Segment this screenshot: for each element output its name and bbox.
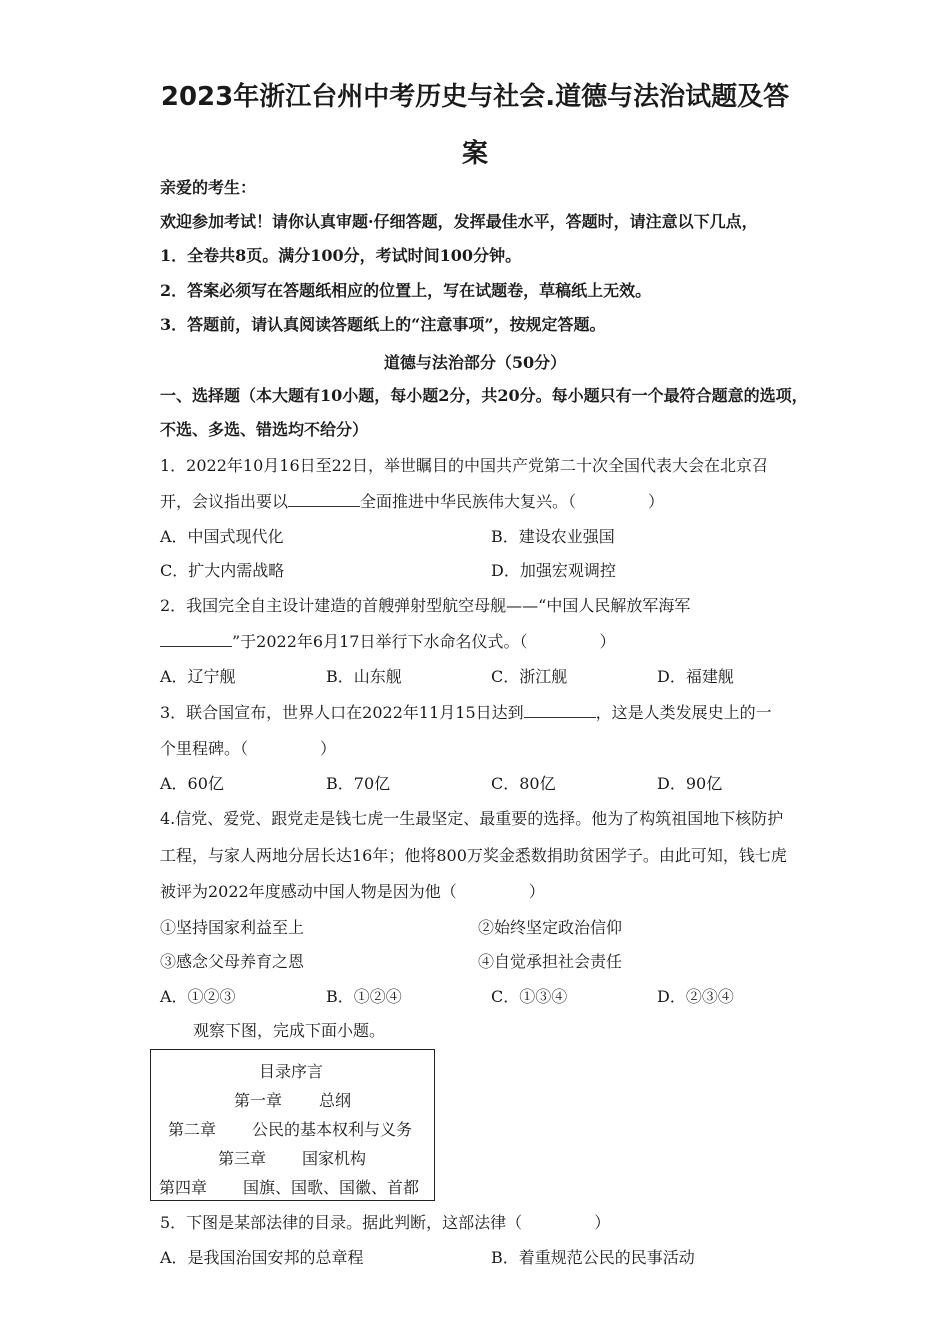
- toc-chapter-2: 第二章: [168, 1120, 217, 1139]
- title-line-2: 案: [461, 139, 488, 169]
- toc-chapter-2-name: 公民的基本权利与义务: [252, 1120, 413, 1139]
- q4-statement-2: ②始终坚定政治信仰: [478, 918, 623, 937]
- q2-option-c: C．浙江舰: [491, 667, 568, 686]
- q4-option-c: C．①③④: [491, 987, 568, 1006]
- note-3: 3．答题前，请认真阅读答题纸上的“注意事项”，按规定答题。: [160, 315, 606, 334]
- q4-option-b: B．①②④: [326, 987, 402, 1006]
- law-table-of-contents: [150, 1049, 435, 1201]
- q3-line-1b: ，这是人类发展史上的一: [595, 703, 772, 722]
- observe-instruction: 观察下图，完成下面小题。: [193, 1021, 386, 1040]
- toc-chapter-3: 第三章: [218, 1149, 267, 1168]
- toc-chapter-3-name: 国家机构: [302, 1149, 367, 1168]
- q1-line-2: [160, 492, 664, 512]
- q3-line-2-text: 个里程碑。（: [160, 739, 249, 758]
- q2-close-paren: ）: [599, 632, 616, 651]
- q2-line-1: 2．我国完全自主设计建造的首艘弹射型航空母舰——“中国人民解放军海军: [160, 596, 691, 615]
- toc-chapter-4-name: 国旗、国歌、国徽、首都: [243, 1178, 420, 1197]
- toc-title: 目录序言: [259, 1062, 324, 1081]
- q3-line-1a: 3．联合国宣布，世界人口在2022年11月15日达到: [160, 703, 524, 722]
- note-1: 1．全卷共8页。满分100分，考试时间100分钟。: [160, 246, 522, 265]
- q4-statement-3: ③感念父母养育之恩: [160, 952, 305, 971]
- q3-option-d: D．90亿: [657, 774, 723, 793]
- q5-line-1: [160, 1213, 610, 1233]
- part1-instructions-1: 一、选择题（本大题有10小题，每小题2分，共20分。每小题只有一个最符合题意的选项，: [160, 386, 808, 405]
- toc-chapter-4: 第四章: [159, 1178, 208, 1197]
- answer-blank: [288, 492, 360, 507]
- q4-statement-4: ④自觉承担社会责任: [478, 952, 623, 971]
- q1-line-2b: 全面推进中华民族伟大复兴。（: [360, 492, 577, 511]
- q5-option-a: A．是我国治国安邦的总章程: [160, 1248, 364, 1267]
- q4-close-paren: ）: [528, 882, 545, 901]
- q3-option-a: A．60亿: [160, 774, 224, 793]
- q3-option-c: C．80亿: [491, 774, 556, 793]
- q1-option-b: B．建设农业强国: [491, 527, 615, 546]
- q1-line-2a: 开，会议指出要以: [160, 492, 289, 511]
- q2-option-b: B．山东舰: [326, 667, 402, 686]
- q1-option-d: D．加强宏观调控: [491, 561, 616, 580]
- greeting: 亲爱的考生：: [160, 178, 257, 197]
- q1-line-1: 1．2022年10月16日至22日，举世瞩目的中国共产党第二十次全国代表大会在北京召: [160, 456, 768, 475]
- q3-line-1: [160, 703, 772, 723]
- q1-close-paren: ）: [648, 492, 665, 511]
- q3-close-paren: ）: [320, 739, 337, 758]
- q5-close-paren: ）: [594, 1213, 611, 1232]
- q2-line-2: [160, 632, 615, 652]
- q2-option-d: D．福建舰: [657, 667, 734, 686]
- welcome-text: 欢迎参加考试！请你认真审题·仔细答题，发挥最佳水平，答题时，请注意以下几点，: [160, 212, 758, 231]
- q3-option-b: B．70亿: [326, 774, 391, 793]
- section-title: 道德与法治部分（50分）: [383, 353, 567, 372]
- q2-line-2-text: ”于2022年6月17日举行下水命名仪式。（: [232, 632, 528, 651]
- title-line-1: 2023年浙江台州中考历史与社会.道德与法治试题及答: [160, 82, 790, 112]
- toc-chapter-1: 第一章: [234, 1091, 283, 1110]
- q5-line-1-text: 5．下图是某部法律的目录。据此判断，这部法律（: [160, 1213, 523, 1232]
- part1-instructions-2: 不选、多选、错选均不给分）: [160, 420, 369, 439]
- answer-blank: [524, 703, 596, 718]
- q4-line-1: 4.信党、爱党、跟党走是钱七虎一生最坚定、最重要的选择。他为了构筑祖国地下核防护: [160, 809, 784, 828]
- note-2: 2．答案必须写在答题纸相应的位置上，写在试题卷，草稿纸上无效。: [160, 281, 652, 300]
- q4-line-2: 工程，与家人两地分居长达16年；他将800万奖金悉数捐助贫困学子。由此可知，钱七虎: [160, 846, 787, 865]
- q4-line-3: [160, 882, 545, 902]
- q3-line-2: [160, 739, 336, 759]
- q2-option-a: A．辽宁舰: [160, 667, 236, 686]
- toc-chapter-1-name: 总纲: [319, 1091, 352, 1110]
- q4-line-3-text: 被评为2022年度感动中国人物是因为他（: [160, 882, 457, 901]
- q4-option-d: D．②③④: [657, 987, 734, 1006]
- q4-option-a: A．①②③: [160, 987, 236, 1006]
- q5-option-b: B．着重规范公民的民事活动: [491, 1248, 695, 1267]
- q1-option-a: A．中国式现代化: [160, 527, 284, 546]
- q4-statement-1: ①坚持国家利益至上: [160, 918, 305, 937]
- answer-blank: [160, 632, 232, 647]
- q1-option-c: C．扩大内需战略: [160, 561, 285, 580]
